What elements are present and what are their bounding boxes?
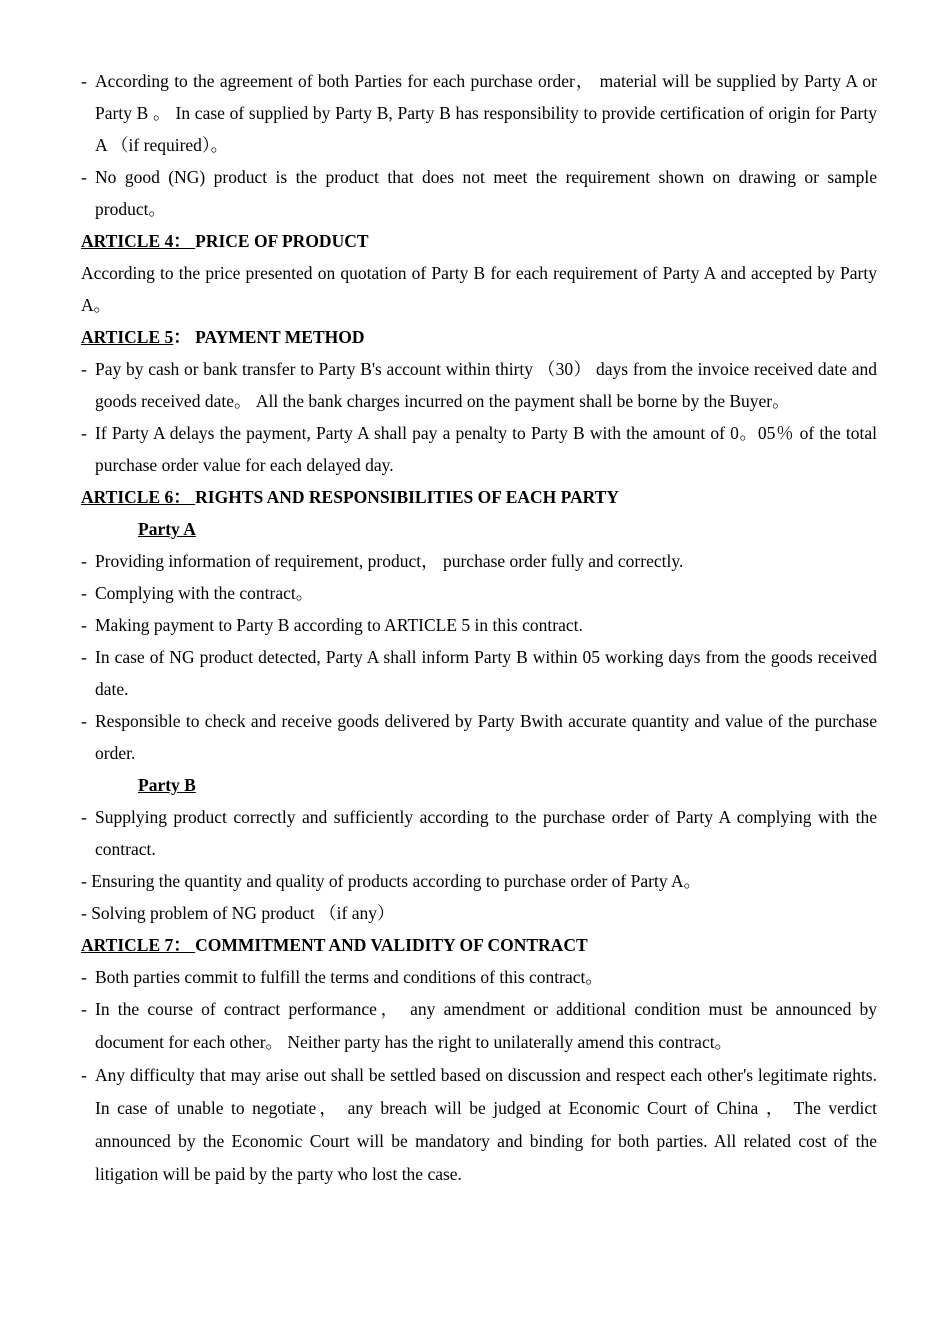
list-item-text: No good (NG) product is the product that does not meet the requirement shown on drawing or sample product。 bbox=[95, 167, 877, 219]
list-item-text: If Party A delays the payment, Party A shall pay a penalty to Party B with the amount of 0。05％ of the total purchase order value for each delayed day. bbox=[95, 423, 877, 475]
bullet-dash: - bbox=[81, 359, 87, 379]
bullet-dash: - bbox=[81, 423, 87, 443]
article-7-heading bbox=[81, 929, 877, 961]
article-6-heading bbox=[81, 481, 877, 513]
list-item bbox=[81, 417, 877, 481]
bullet-dash: - bbox=[81, 967, 87, 987]
article-number: ARTICLE 4： bbox=[81, 231, 196, 251]
bullet-dash: - bbox=[81, 551, 87, 571]
bullet-dash: - bbox=[81, 711, 87, 731]
plain-list-line: - Solving problem of NG product （if any） bbox=[81, 903, 395, 923]
bullet-dash: - bbox=[81, 647, 87, 667]
article-title: PRICE OF PRODUCT bbox=[195, 231, 369, 251]
article-4-body: According to the price presented on quotation of Party B for each requirement of Party A and accepted by Party A。 bbox=[81, 263, 877, 315]
list-item bbox=[81, 609, 877, 641]
list-item-text: Providing information of requirement, product， purchase order fully and correctly. bbox=[95, 551, 684, 571]
list-item-text: Both parties commit to fulfill the terms and conditions of this contract。 bbox=[95, 967, 603, 987]
list-item-text: Making payment to Party B according to ARTICLE 5 in this contract. bbox=[95, 615, 583, 635]
list-item bbox=[81, 161, 877, 225]
list-item bbox=[81, 545, 877, 577]
article-title: RIGHTS AND RESPONSIBILITIES OF EACH PARTY bbox=[195, 487, 619, 507]
article-number: ARTICLE 7： bbox=[81, 935, 196, 955]
list-item bbox=[81, 353, 877, 417]
list-item bbox=[81, 1059, 877, 1191]
article-4-heading bbox=[81, 225, 877, 257]
article-title: PAYMENT METHOD bbox=[195, 327, 365, 347]
list-item-text: Complying with the contract。 bbox=[95, 583, 314, 603]
list-item-text: Any difficulty that may arise out shall be settled based on discussion and respect each other's legitimate rights. In case of unable to negotiate， any breach will be judged at Economic Court of China ， The verdict announced by the Economic Court will be mandatory and binding for both parties. All related cost of the litigation will be paid by the party who lost the case. bbox=[95, 1065, 877, 1184]
contract-page bbox=[81, 65, 877, 1191]
article-number: ARTICLE 6： bbox=[81, 487, 196, 507]
list-item bbox=[81, 641, 877, 705]
list-item bbox=[81, 577, 877, 609]
list-item-text: Pay by cash or bank transfer to Party B's account within thirty （30） days from the invoice received date and goods received date。 All the bank charges incurred on the payment shall be borne by the Buyer。 bbox=[95, 359, 877, 411]
bullet-dash: - bbox=[81, 807, 87, 827]
list-item bbox=[81, 961, 877, 993]
article-separator: ： bbox=[173, 327, 196, 347]
list-item-text: Supplying product correctly and sufficiently according to the purchase order of Party A complying with the contract. bbox=[95, 807, 877, 859]
bullet-dash: - bbox=[81, 583, 87, 603]
party-b-subheading: Party B bbox=[138, 775, 196, 795]
bullet-dash: - bbox=[81, 999, 87, 1019]
bullet-dash: - bbox=[81, 71, 87, 91]
list-item bbox=[81, 801, 877, 865]
list-item bbox=[81, 993, 877, 1059]
article-title: COMMITMENT AND VALIDITY OF CONTRACT bbox=[195, 935, 588, 955]
list-item-text: In case of NG product detected, Party A shall inform Party B within 05 working days from the goods received date. bbox=[95, 647, 877, 699]
bullet-dash: - bbox=[81, 1065, 87, 1085]
party-a-subheading: Party A bbox=[138, 519, 196, 539]
list-item-text: In the course of contract performance， any amendment or additional condition must be announced by document for each other。 Neither party has the right to unilaterally amend this contract。 bbox=[95, 999, 877, 1052]
list-item-text: According to the agreement of both Parties for each purchase order， material will be supplied by Party A or Party B 。 In case of supplied by Party B, Party B has responsibility to provide certification of origin for Party A （if required）。 bbox=[95, 71, 877, 155]
plain-list-line: - Ensuring the quantity and quality of products according to purchase order of Party A。 bbox=[81, 871, 702, 891]
list-item bbox=[81, 65, 877, 161]
list-item-text: Responsible to check and receive goods delivered by Party Bwith accurate quantity and value of the purchase order. bbox=[95, 711, 877, 763]
bullet-dash: - bbox=[81, 167, 87, 187]
list-item bbox=[81, 705, 877, 769]
article-5-heading bbox=[81, 321, 877, 353]
article-number: ARTICLE 5 bbox=[81, 327, 174, 347]
bullet-dash: - bbox=[81, 615, 87, 635]
